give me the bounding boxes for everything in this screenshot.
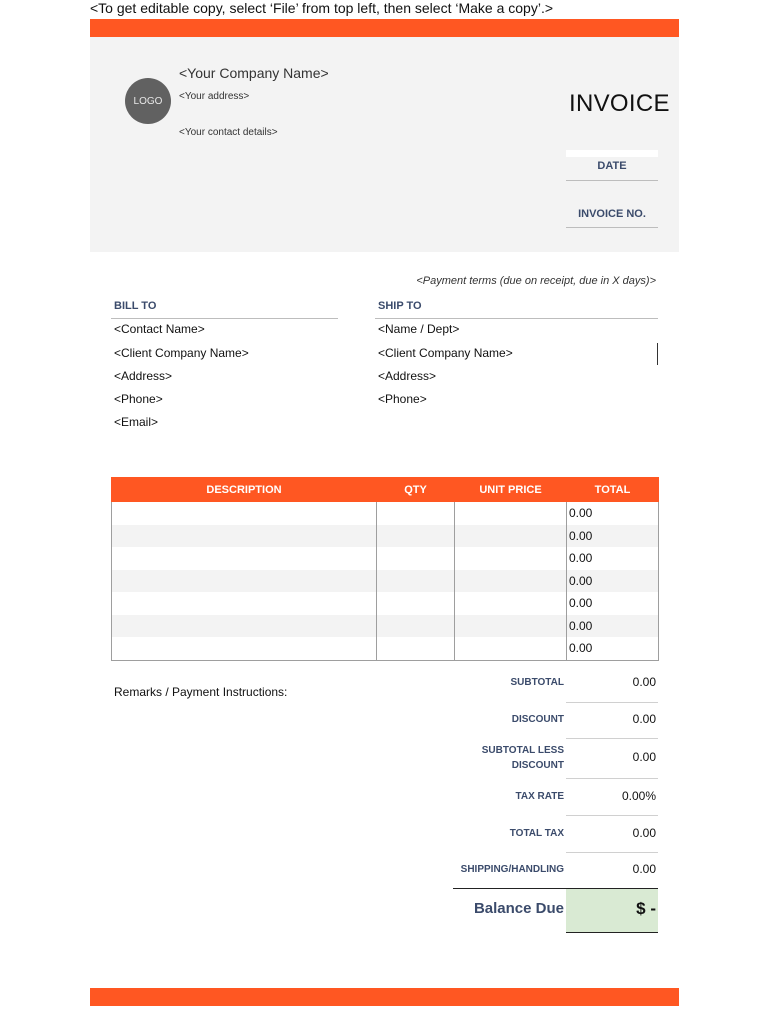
description-header: DESCRIPTION <box>112 478 377 502</box>
bill-to-address[interactable]: <Address> <box>114 369 173 383</box>
description-cell[interactable] <box>112 615 377 638</box>
copy-instruction-note: <To get editable copy, select ‘File’ from top left, then select ‘Make a copy’.> <box>90 0 554 16</box>
invoice-number-label: INVOICE NO. <box>578 208 646 220</box>
table-row <box>112 502 659 525</box>
qty-cell[interactable] <box>377 502 455 525</box>
unit-price-cell[interactable] <box>455 615 567 638</box>
qty-header: QTY <box>377 478 455 502</box>
unit-price-cell[interactable] <box>455 570 567 593</box>
bill-to-divider <box>111 318 338 319</box>
ship-to-label: SHIP TO <box>378 300 422 312</box>
total-header: TOTAL <box>567 478 659 502</box>
shipping-label: SHIPPING/HANDLING <box>460 864 564 875</box>
tax-rate-label: TAX RATE <box>515 791 564 802</box>
qty-cell[interactable] <box>377 592 455 615</box>
description-cell[interactable] <box>112 547 377 570</box>
table-header-row <box>112 478 659 502</box>
bottom-accent-bar <box>90 988 679 1006</box>
tax-rate-value[interactable]: 0.00% <box>621 789 656 803</box>
qty-cell[interactable] <box>377 570 455 593</box>
text-cursor <box>657 343 658 365</box>
qty-cell[interactable] <box>377 615 455 638</box>
unit-price-cell[interactable] <box>455 547 567 570</box>
description-cell[interactable] <box>112 502 377 525</box>
ship-to-company[interactable]: <Client Company Name> <box>378 346 513 360</box>
bill-to-phone[interactable]: <Phone> <box>114 392 163 406</box>
subtotal-less-discount-value: 0.00 <box>632 750 656 764</box>
total-cell[interactable]: 0.00 <box>567 637 659 660</box>
total-cell[interactable]: 0.00 <box>567 525 659 548</box>
bill-to-email[interactable]: <Email> <box>114 415 159 429</box>
summary-divider <box>566 815 658 816</box>
company-address[interactable]: <Your address> <box>179 91 250 102</box>
qty-cell[interactable] <box>377 637 455 660</box>
total-tax-value: 0.00 <box>632 826 656 840</box>
ship-to-name[interactable]: <Name / Dept> <box>378 322 460 336</box>
unit-price-header: UNIT PRICE <box>455 478 567 502</box>
total-tax-label: TOTAL TAX <box>509 828 564 839</box>
company-contact[interactable]: <Your contact details> <box>179 127 278 138</box>
description-cell[interactable] <box>112 525 377 548</box>
balance-due-label: Balance Due <box>473 900 564 917</box>
total-cell[interactable]: 0.00 <box>567 502 659 525</box>
summary-divider <box>566 778 658 779</box>
unit-price-cell[interactable] <box>455 525 567 548</box>
qty-cell[interactable] <box>377 525 455 548</box>
summary-divider <box>566 702 658 703</box>
balance-due-value: $ - <box>636 899 656 918</box>
payment-terms[interactable]: <Payment terms (due on receipt, due in X days)> <box>416 275 656 287</box>
description-cell[interactable] <box>112 570 377 593</box>
company-logo: LOGO <box>125 78 171 124</box>
date-value-cell[interactable] <box>566 150 658 157</box>
invoice-number-underline <box>566 227 658 228</box>
description-cell[interactable] <box>112 592 377 615</box>
subtotal-less-discount-label-line1: SUBTOTAL LESS <box>481 745 564 756</box>
table-row <box>112 547 659 570</box>
top-accent-bar <box>90 19 679 37</box>
bill-to-company[interactable]: <Client Company Name> <box>114 346 249 360</box>
total-cell[interactable]: 0.00 <box>567 592 659 615</box>
bill-to-label: BILL TO <box>114 300 157 312</box>
summary-divider <box>566 852 658 853</box>
table-row <box>112 570 659 593</box>
bill-to-contact-name[interactable]: <Contact Name> <box>114 322 205 336</box>
discount-value[interactable]: 0.00 <box>632 712 656 726</box>
remarks-label[interactable]: Remarks / Payment Instructions: <box>114 685 288 699</box>
total-cell[interactable]: 0.00 <box>567 570 659 593</box>
table-row <box>112 525 659 548</box>
qty-cell[interactable] <box>377 547 455 570</box>
line-items-table <box>111 477 659 661</box>
table-row <box>112 592 659 615</box>
invoice-title: INVOICE <box>569 90 670 117</box>
unit-price-cell[interactable] <box>455 637 567 660</box>
summary-divider <box>566 738 658 739</box>
date-underline <box>566 180 658 181</box>
discount-label: DISCOUNT <box>511 714 564 725</box>
total-cell[interactable]: 0.00 <box>567 547 659 570</box>
table-row <box>112 615 659 638</box>
shipping-value[interactable]: 0.00 <box>632 862 656 876</box>
subtotal-less-discount-label-line2: DISCOUNT <box>511 760 564 771</box>
ship-to-divider <box>375 318 658 319</box>
unit-price-cell[interactable] <box>455 592 567 615</box>
table-row <box>112 637 659 660</box>
ship-to-phone[interactable]: <Phone> <box>378 392 427 406</box>
date-label: DATE <box>597 160 627 172</box>
description-cell[interactable] <box>112 637 377 660</box>
total-cell[interactable]: 0.00 <box>567 615 659 638</box>
ship-to-address[interactable]: <Address> <box>378 369 437 383</box>
company-name[interactable]: <Your Company Name> <box>179 65 329 81</box>
subtotal-label: SUBTOTAL <box>510 677 564 688</box>
unit-price-cell[interactable] <box>455 502 567 525</box>
subtotal-value: 0.00 <box>632 675 656 689</box>
